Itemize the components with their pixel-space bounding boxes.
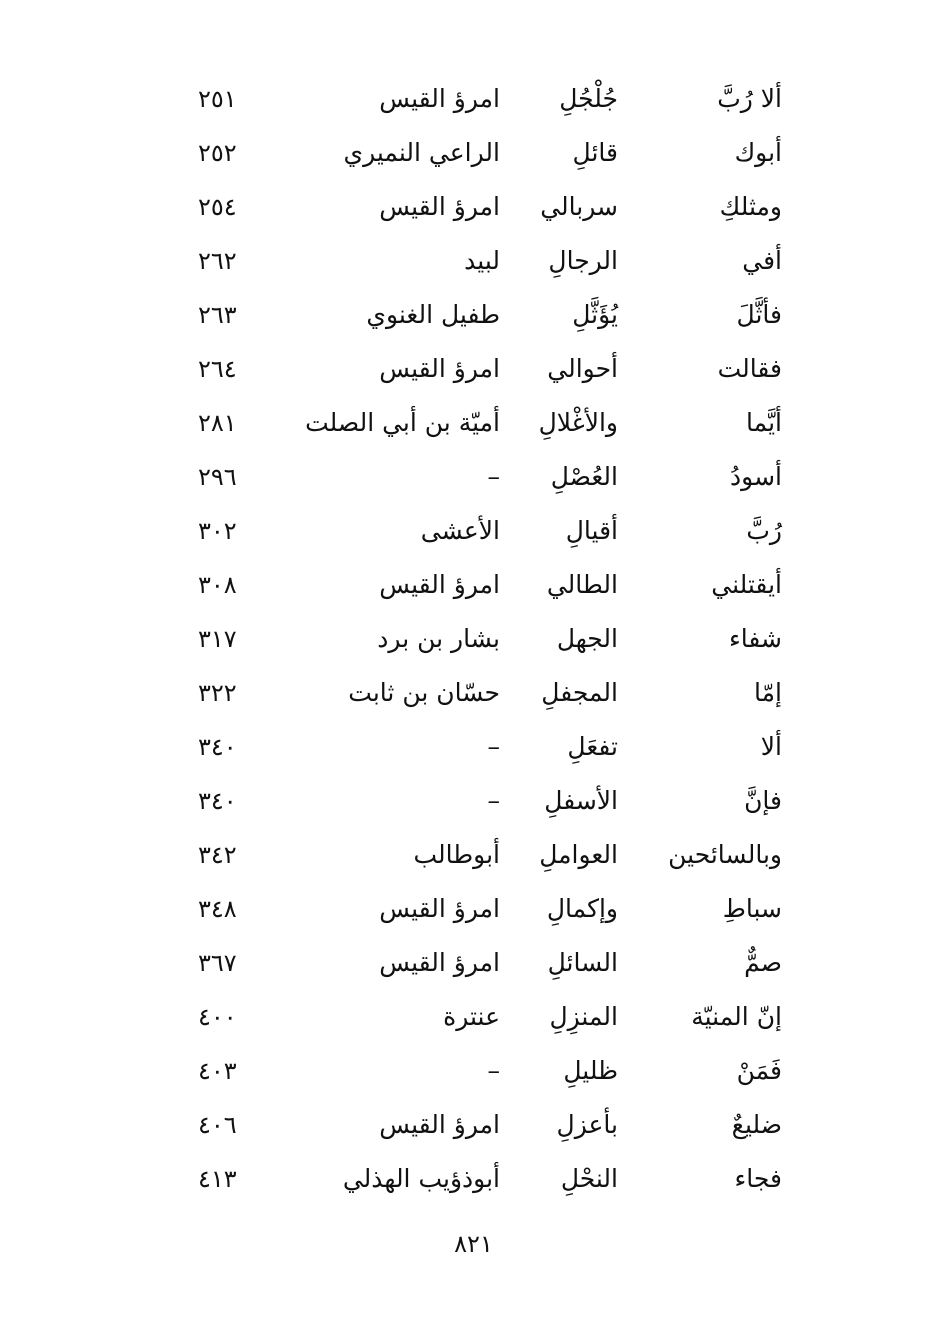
rhyme-word: ظليلِ <box>563 1056 618 1085</box>
opening-word: فَمَنْ <box>736 1056 782 1085</box>
opening-word: أسودُ <box>730 462 782 491</box>
rhyme-word: قائلِ <box>572 138 618 167</box>
rhyme-word: يُؤَثَّلِ <box>572 300 618 329</box>
poet-name: – <box>487 462 500 491</box>
page-reference: ٤٠٣ <box>198 1057 237 1085</box>
rhyme-word: سربالي <box>540 192 618 221</box>
table-row <box>180 774 790 828</box>
poet-name: أميّة بن أبي الصلت <box>305 408 500 437</box>
poet-name: امرؤ القيس <box>379 894 500 923</box>
table-row <box>180 504 790 558</box>
rhyme-word: المنزِلِ <box>549 1002 618 1031</box>
table-row <box>180 180 790 234</box>
page-reference: ٢٥١ <box>198 85 237 113</box>
page-reference: ٢٥٢ <box>198 139 237 167</box>
rhyme-word: الرجالِ <box>548 246 618 275</box>
opening-word: فإنَّ <box>744 786 782 815</box>
page-reference: ٢٩٦ <box>198 463 237 491</box>
poet-name: امرؤ القيس <box>379 948 500 977</box>
table-row <box>180 72 790 126</box>
rhyme-word: والأغْلالِ <box>538 408 618 437</box>
table-row <box>180 234 790 288</box>
rhyme-word: أقيالِ <box>565 516 618 545</box>
rhyme-word: العُصْلِ <box>550 462 618 491</box>
opening-word: أيقتلني <box>711 570 782 599</box>
page-reference: ٢٦٢ <box>198 247 237 275</box>
rhyme-word: السائلِ <box>547 948 618 977</box>
table-row <box>180 342 790 396</box>
poet-name: عنترة <box>443 1002 500 1031</box>
opening-word: أفي <box>742 246 782 275</box>
poet-name: الأعشى <box>420 516 500 545</box>
rhyme-word: الطالي <box>546 570 618 599</box>
poet-name: أبوطالب <box>413 840 500 869</box>
table-row <box>180 666 790 720</box>
rhyme-word: النحْلِ <box>560 1164 618 1193</box>
page-reference: ٤٠٠ <box>198 1003 237 1031</box>
rhyme-word: وإكمالِ <box>546 894 618 923</box>
opening-word: فقالت <box>717 354 782 383</box>
rhyme-word: العواملِ <box>539 840 618 869</box>
rhyme-word: أحوالي <box>547 354 618 383</box>
opening-word: وبالسائحين <box>668 840 782 869</box>
opening-word: فجاء <box>734 1164 782 1193</box>
opening-word: شفاء <box>729 624 782 653</box>
poet-name: أبوذؤيب الهذلي <box>342 1164 500 1193</box>
table-row <box>180 936 790 990</box>
opening-word: ضليعٌ <box>731 1110 782 1139</box>
page-reference: ٣٤٠ <box>198 787 237 815</box>
poet-name: طفيل الغنوي <box>366 300 500 329</box>
rhyme-word: المجفلِ <box>541 678 618 707</box>
page-reference: ٣٠٢ <box>198 517 237 545</box>
poet-name: – <box>487 786 500 815</box>
table-row <box>180 396 790 450</box>
opening-word: أبوك <box>734 138 782 167</box>
page-reference: ٢٦٣ <box>198 301 237 329</box>
page-reference: ٣١٧ <box>198 625 237 653</box>
table-row <box>180 126 790 180</box>
opening-word: رُبَّ <box>746 516 782 545</box>
page-reference: ٣٤٨ <box>198 895 237 923</box>
page-reference: ٣٢٢ <box>198 679 237 707</box>
poet-name: امرؤ القيس <box>379 570 500 599</box>
poet-name: الراعي النميري <box>343 138 500 167</box>
poet-name: امرؤ القيس <box>379 192 500 221</box>
opening-word: فأثَّلَ <box>736 300 782 329</box>
poet-name: – <box>487 732 500 761</box>
opening-word: ومثلكِ <box>719 192 782 221</box>
opening-word: أيَّما <box>746 408 782 437</box>
verse-index-table <box>180 72 790 1206</box>
poet-name: حسّان بن ثابت <box>348 678 500 707</box>
table-row <box>180 288 790 342</box>
table-row <box>180 1098 790 1152</box>
table-row <box>180 1152 790 1206</box>
opening-word: ألا <box>760 732 782 761</box>
table-row <box>180 990 790 1044</box>
opening-word: صمٌّ <box>744 948 782 977</box>
table-row <box>180 720 790 774</box>
poet-name: بشار بن برد <box>377 624 500 653</box>
rhyme-word: جُلْجُلِ <box>559 84 618 113</box>
table-row <box>180 558 790 612</box>
page-reference: ٢٦٤ <box>198 355 237 383</box>
opening-word: إمّا <box>754 678 782 707</box>
opening-word: ألا رُبَّ <box>717 84 782 113</box>
rhyme-word: تفعَلِ <box>567 732 618 761</box>
poet-name: امرؤ القيس <box>379 1110 500 1139</box>
table-row <box>180 882 790 936</box>
table-row <box>180 828 790 882</box>
page-reference: ٤١٣ <box>198 1165 237 1193</box>
poet-name: لبيد <box>464 246 500 275</box>
rhyme-word: الجهل <box>556 624 618 653</box>
page-reference: ٣٤٢ <box>198 841 237 869</box>
page-number: ٨٢١ <box>454 1230 493 1258</box>
opening-word: إنّ المنيّة <box>691 1002 782 1031</box>
page-reference: ٢٥٤ <box>198 193 237 221</box>
poet-name: – <box>487 1056 500 1085</box>
table-row <box>180 1044 790 1098</box>
page-reference: ٢٨١ <box>198 409 237 437</box>
page-reference: ٤٠٦ <box>198 1111 237 1139</box>
table-row <box>180 612 790 666</box>
rhyme-word: بأعزلِ <box>556 1110 618 1139</box>
rhyme-word: الأسفلِ <box>544 786 618 815</box>
page-reference: ٣٦٧ <box>198 949 237 977</box>
poet-name: امرؤ القيس <box>379 84 500 113</box>
page-reference: ٣٠٨ <box>198 571 237 599</box>
table-row <box>180 450 790 504</box>
page-reference: ٣٤٠ <box>198 733 237 761</box>
poet-name: امرؤ القيس <box>379 354 500 383</box>
opening-word: سباطِ <box>722 894 782 923</box>
